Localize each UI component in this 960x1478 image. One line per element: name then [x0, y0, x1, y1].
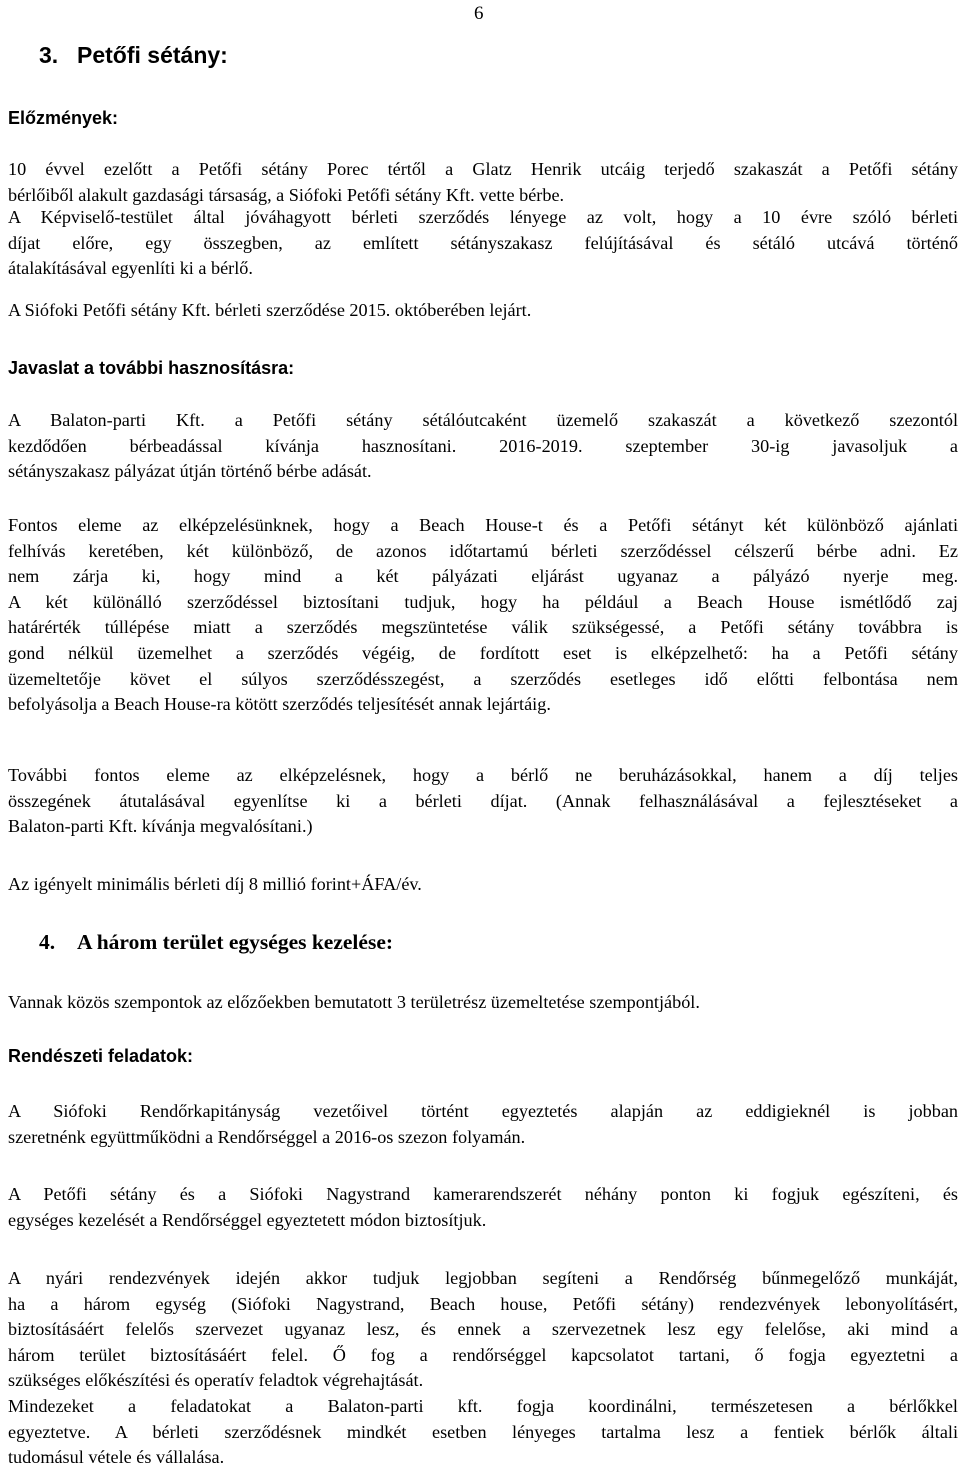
text-line: felhívás keretében, két különböző, de azonos időtartamú bérleti szerződéssel célszerű bérbe adni. Ez	[8, 540, 958, 561]
text-line: szeretnénk együttműködni a Rendőrséggel a 2016-os szezon folyamán.	[8, 1126, 526, 1147]
paragraph-beach-house	[8, 513, 958, 718]
text-line: befolyásolja a Beach House-ra kötött szerződés teljesítését annak lejártáig.	[8, 694, 551, 715]
paragraph-expiry: A Siófoki Petőfi sétány Kft. bérleti szerződése 2015. októberében lejárt.	[8, 300, 532, 320]
paragraph-common-aspects: Vannak közös szempontok az előzőekben bemutatott 3 területrész üzemeltetése szempontjából.	[8, 992, 700, 1012]
paragraph-police-cooperation	[8, 1099, 958, 1150]
text-line: A Képviselő-testület által jóváhagyott bérleti szerződés lényege az volt, hogy a 10 évre szóló bérleti	[8, 207, 958, 227]
text-line: 10 évvel ezelőtt a Petőfi sétány Porec tértől a Glatz Henrik utcáig terjedő szakaszát a Petőfi sétány	[8, 159, 958, 179]
text-line: biztosításáért felelős szervezet ugyanaz lesz, és ennek a szervezetnek lesz egy felelőse, aki mind a	[8, 1319, 958, 1340]
elozmenyek-subheading: Előzmények:	[8, 108, 119, 128]
text-line: nem zárja ki, hogy mind a két pályázati eljárást ugyanaz a pályázó nyerje meg.	[8, 566, 958, 587]
text-line: bérlőiből alakult gazdasági társaság, a Siófoki Petőfi sétány Kft. vette bérbe.	[8, 184, 565, 205]
page-number: 6	[474, 3, 484, 24]
text-line: egységes kezelését a Rendőrséggel egyeztetett módon biztosítjuk.	[8, 1209, 487, 1230]
text-line: A Balaton-parti Kft. a Petőfi sétány sétálóutcaként üzemelő szakaszát a következő szezontól	[8, 410, 958, 430]
section-4-number: 4.	[39, 930, 56, 954]
section-4-title: A három terület egységes kezelése:	[77, 930, 394, 954]
text-line: ha a három egység (Siófoki Nagystrand, Beach house, Petőfi sétány) rendezvények lebonyolításért,	[8, 1293, 958, 1314]
text-line: határérték túllépése miatt a szerződés megszüntetése válik szükségessé, a Petőfi sétány továbbra is	[8, 617, 958, 638]
paragraph-events-security	[8, 1266, 958, 1471]
rendeszeti-subheading: Rendészeti feladatok:	[8, 1046, 194, 1066]
text-line: A Siófoki Rendőrkapitányság vezetőivel történt egyeztetés alapján az eddigieknél is jobban	[8, 1101, 958, 1121]
text-line: sétányszakasz pályázat útján történő bérbe adását.	[8, 461, 372, 482]
text-line: A két különálló szerződéssel biztosítani tudjuk, hogy ha például a Beach House ismétlődő zaj	[8, 591, 958, 612]
text-line: Mindezeket a feladatokat a Balaton-parti kft. fogja koordinálni, természetesen a bérlőkkel	[8, 1395, 958, 1416]
text-line: három terület biztosításáért felel. Ő fog a rendőrséggel kapcsolatot tartani, ő fogja egyeztetni a	[8, 1344, 958, 1365]
section-3-number: 3.	[39, 42, 59, 68]
text-line: szükséges előkészítési és operatív feladtok végrehajtását.	[8, 1370, 424, 1391]
section-4-heading	[8, 928, 958, 956]
text-line: A Petőfi sétány és a Siófoki Nagystrand kamerarendszerét néhány ponton ki fogjuk egészíteni, és	[8, 1184, 958, 1204]
paragraph-history	[8, 157, 958, 208]
text-line: Balaton-parti Kft. kívánja megvalósítani.)	[8, 816, 313, 837]
paragraph-camera-system	[8, 1182, 958, 1233]
text-line: díjat előre, egy összegben, az említett sétányszakasz felújításával és sétáló utcává történő	[8, 232, 958, 253]
text-line: A nyári rendezvények idején akkor tudjuk legjobban segíteni a Rendőrség bűnmegelőző munkáját,	[8, 1268, 958, 1288]
text-line: kezdődően bérbeadással kívánja hasznosítani. 2016-2019. szeptember 30-ig javasoljuk a	[8, 435, 958, 456]
text-line: üzemeltetője követ el súlyos szerződésszegést, a szerződés esetleges idő előtti felbontása nem	[8, 668, 958, 689]
section-3-heading	[8, 40, 958, 70]
javaslat-subheading: Javaslat a további hasznosításra:	[8, 358, 295, 378]
paragraph-proposal	[8, 408, 958, 485]
text-line: egyeztetve. A bérleti szerződésnek mindkét esetben lényeges tartalma lesz a fentiek bérlők általi	[8, 1421, 958, 1442]
text-line: Fontos eleme az elképzelésünknek, hogy a Beach House-t és a Petőfi sétányt két különböző ajánlati	[8, 515, 958, 535]
text-line: átalakításával egyenlíti ki a bérlő.	[8, 258, 253, 279]
paragraph-payment	[8, 763, 958, 840]
paragraph-contract	[8, 205, 958, 282]
text-line: További fontos eleme az elképzelésnek, hogy a bérlő ne beruházásokkal, hanem a díj teljes	[8, 765, 958, 785]
section-3-title: Petőfi sétány:	[77, 42, 228, 68]
text-line: tudomásul vétele és vállalása.	[8, 1447, 225, 1468]
text-line: összegének átutalásával egyenlítse ki a bérleti díjat. (Annak felhasználásával a fejlesztéseket a	[8, 790, 958, 811]
paragraph-minimum-fee: Az igényelt minimális bérleti díj 8 millió forint+ÁFA/év.	[8, 874, 422, 894]
text-line: gond nélkül üzemelhet a szerződés végéig, de fordított eset is elképzelhető: ha a Petőfi sétány	[8, 642, 958, 663]
